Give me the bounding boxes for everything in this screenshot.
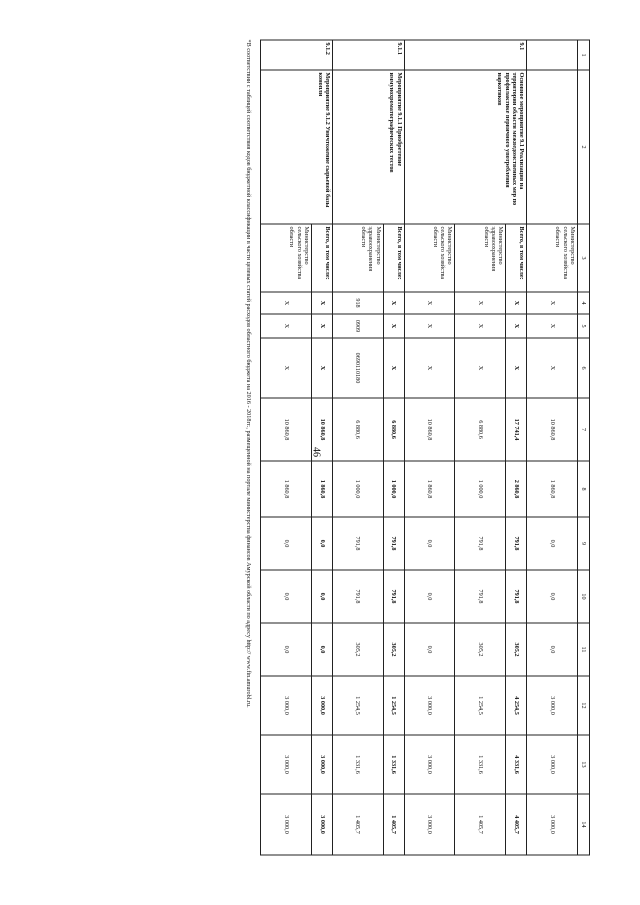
value-cell: 0,0 xyxy=(261,570,312,623)
value-cell: 791,8 xyxy=(332,570,383,623)
value-cell: Х xyxy=(261,314,312,338)
value-cell: 1 860,8 xyxy=(404,461,455,517)
value-cell: 791,8 xyxy=(455,570,506,623)
value-cell: 1 405,7 xyxy=(455,794,506,855)
header-cell: 11 xyxy=(578,623,590,676)
value-cell: 3 000,0 xyxy=(404,735,455,794)
value-cell: 791,8 xyxy=(506,517,527,570)
value-cell: Х xyxy=(383,338,404,398)
value-cell: 1 860,8 xyxy=(261,461,312,517)
value-cell: 3 000,0 xyxy=(527,735,578,794)
value-cell: 0,0 xyxy=(261,517,312,570)
value-cell: 3 000,0 xyxy=(311,794,332,855)
value-cell: 1 254,5 xyxy=(383,676,404,735)
table-row xyxy=(506,40,527,855)
value-cell: 10 860,8 xyxy=(261,398,312,461)
header-cell: 4 xyxy=(578,292,590,314)
table-row xyxy=(383,40,404,855)
value-cell: 0,0 xyxy=(404,623,455,676)
header-cell: 1 xyxy=(578,40,590,70)
executor-cell: Всего, в том числе: xyxy=(311,224,332,292)
value-cell: Х xyxy=(527,338,578,398)
value-cell: 1 000,0 xyxy=(383,461,404,517)
value-cell: Х xyxy=(455,338,506,398)
header-cell: 9 xyxy=(578,517,590,570)
value-cell: Х xyxy=(383,314,404,338)
value-cell: 0909 xyxy=(332,314,383,338)
value-cell: 791,8 xyxy=(506,570,527,623)
row-number-cell: 9.1 xyxy=(404,40,527,70)
value-cell: 0,0 xyxy=(404,517,455,570)
value-cell: 3 000,0 xyxy=(527,676,578,735)
footnote: *В соответствии с таблицей соответствия кодов бюджетной классификации в части целевых статей расходов областного бюджета на 2016 - 2018гг., размещенной на портале министерства финансов Амурской области по адресу http:// www.fin.amurobl.ru. xyxy=(245,39,252,708)
executor-cell: Министерство сельского хозяйства области xyxy=(527,224,578,292)
value-cell: 1 405,7 xyxy=(332,794,383,855)
value-cell: 6 880,6 xyxy=(383,398,404,461)
event-name-cell: Мероприятие 9.1.1 Приобретение иммунохроматографических тестов xyxy=(332,70,404,224)
executor-cell: Министерство сельского хозяйства области xyxy=(404,224,455,292)
value-cell: 10 860,8 xyxy=(527,398,578,461)
value-cell: 305,2 xyxy=(506,623,527,676)
value-cell: 791,8 xyxy=(383,570,404,623)
value-cell: 1 405,7 xyxy=(383,794,404,855)
value-cell: 3 000,0 xyxy=(261,676,312,735)
value-cell: 3 000,0 xyxy=(311,735,332,794)
value-cell: 305,2 xyxy=(383,623,404,676)
value-cell: Х xyxy=(506,314,527,338)
header-cell: 6 xyxy=(578,338,590,398)
value-cell: 1 331,6 xyxy=(332,735,383,794)
row-number-cell: 9.1.1 xyxy=(332,40,404,70)
value-cell: Х xyxy=(404,292,455,314)
value-cell: 6 880,6 xyxy=(332,398,383,461)
executor-cell: Всего, в том числе: xyxy=(506,224,527,292)
value-cell: 1 331,6 xyxy=(383,735,404,794)
table-row xyxy=(527,40,578,855)
value-cell: 791,8 xyxy=(455,517,506,570)
value-cell: 791,8 xyxy=(332,517,383,570)
event-name-cell: Мероприятие 9.1.2 Уничтожение сырьевой базы конопли xyxy=(261,70,333,224)
row-number-cell xyxy=(527,40,578,70)
value-cell: 2 860,8 xyxy=(506,461,527,517)
value-cell: 6 880,6 xyxy=(455,398,506,461)
value-cell: Х xyxy=(527,314,578,338)
value-cell: 1 860,8 xyxy=(527,461,578,517)
value-cell: 1 000,0 xyxy=(455,461,506,517)
header-row xyxy=(578,40,590,855)
value-cell: Х xyxy=(506,292,527,314)
value-cell: 3 000,0 xyxy=(261,735,312,794)
value-cell: 3 000,0 xyxy=(311,676,332,735)
value-cell: 17 741,4 xyxy=(506,398,527,461)
value-cell: Х xyxy=(311,338,332,398)
value-cell: Х xyxy=(455,292,506,314)
value-cell: 791,8 xyxy=(383,517,404,570)
value-cell: 10 860,8 xyxy=(311,398,332,461)
header-cell: 3 xyxy=(578,224,590,292)
value-cell: 4 254,5 xyxy=(506,676,527,735)
value-cell: 0,0 xyxy=(527,517,578,570)
value-cell: 305,2 xyxy=(455,623,506,676)
value-cell: Х xyxy=(506,338,527,398)
value-cell: 0,0 xyxy=(527,623,578,676)
value-cell: 3 000,0 xyxy=(527,794,578,855)
header-cell: 13 xyxy=(578,735,590,794)
value-cell: 3 000,0 xyxy=(404,794,455,855)
executor-cell: Министерство сельского хозяйства области xyxy=(261,224,312,292)
value-cell: 0,0 xyxy=(311,570,332,623)
value-cell: 4 331,6 xyxy=(506,735,527,794)
value-cell: Х xyxy=(261,338,312,398)
header-cell: 5 xyxy=(578,314,590,338)
budget-table xyxy=(260,40,590,856)
event-name-cell: Основное мероприятие 9.1 Реализация на территории области межведомственных мер по профилактике первичного употребления наркотиков xyxy=(404,70,527,224)
value-cell: Х xyxy=(404,338,455,398)
value-cell: 1 254,5 xyxy=(332,676,383,735)
executor-cell: Всего, в том числе: xyxy=(383,224,404,292)
value-cell: 1 254,5 xyxy=(455,676,506,735)
value-cell: 1 331,6 xyxy=(455,735,506,794)
value-cell: 10 860,8 xyxy=(404,398,455,461)
value-cell: Х xyxy=(311,292,332,314)
value-cell: 3 000,0 xyxy=(261,794,312,855)
executor-cell: Министерство здравоохранения области xyxy=(332,224,383,292)
value-cell: 0,0 xyxy=(261,623,312,676)
value-cell: 4 405,7 xyxy=(506,794,527,855)
value-cell: 0,0 xyxy=(404,570,455,623)
header-cell: 2 xyxy=(578,70,590,224)
value-cell: Х xyxy=(404,314,455,338)
value-cell: 0,0 xyxy=(527,570,578,623)
value-cell: 1 000,0 xyxy=(332,461,383,517)
value-cell: Х xyxy=(261,292,312,314)
value-cell: 305,2 xyxy=(332,623,383,676)
value-cell: 918 xyxy=(332,292,383,314)
header-cell: 14 xyxy=(578,794,590,855)
header-cell: 8 xyxy=(578,461,590,517)
header-cell: 7 xyxy=(578,398,590,461)
value-cell: Х xyxy=(527,292,578,314)
value-cell: 1 860,8 xyxy=(311,461,332,517)
value-cell: 0690110180 xyxy=(332,338,383,398)
header-cell: 12 xyxy=(578,676,590,735)
header-cell: 10 xyxy=(578,570,590,623)
row-number-cell: 9.1.2 xyxy=(261,40,333,70)
value-cell: Х xyxy=(311,314,332,338)
event-name-cell xyxy=(527,70,578,224)
rotated-page xyxy=(50,40,590,855)
page-number: 46 xyxy=(310,447,322,457)
value-cell: 0,0 xyxy=(311,623,332,676)
value-cell: 0,0 xyxy=(311,517,332,570)
value-cell: Х xyxy=(383,292,404,314)
value-cell: Х xyxy=(455,314,506,338)
table-row xyxy=(311,40,332,855)
executor-cell: Министерство здравоохранения области xyxy=(455,224,506,292)
value-cell: 3 000,0 xyxy=(404,676,455,735)
